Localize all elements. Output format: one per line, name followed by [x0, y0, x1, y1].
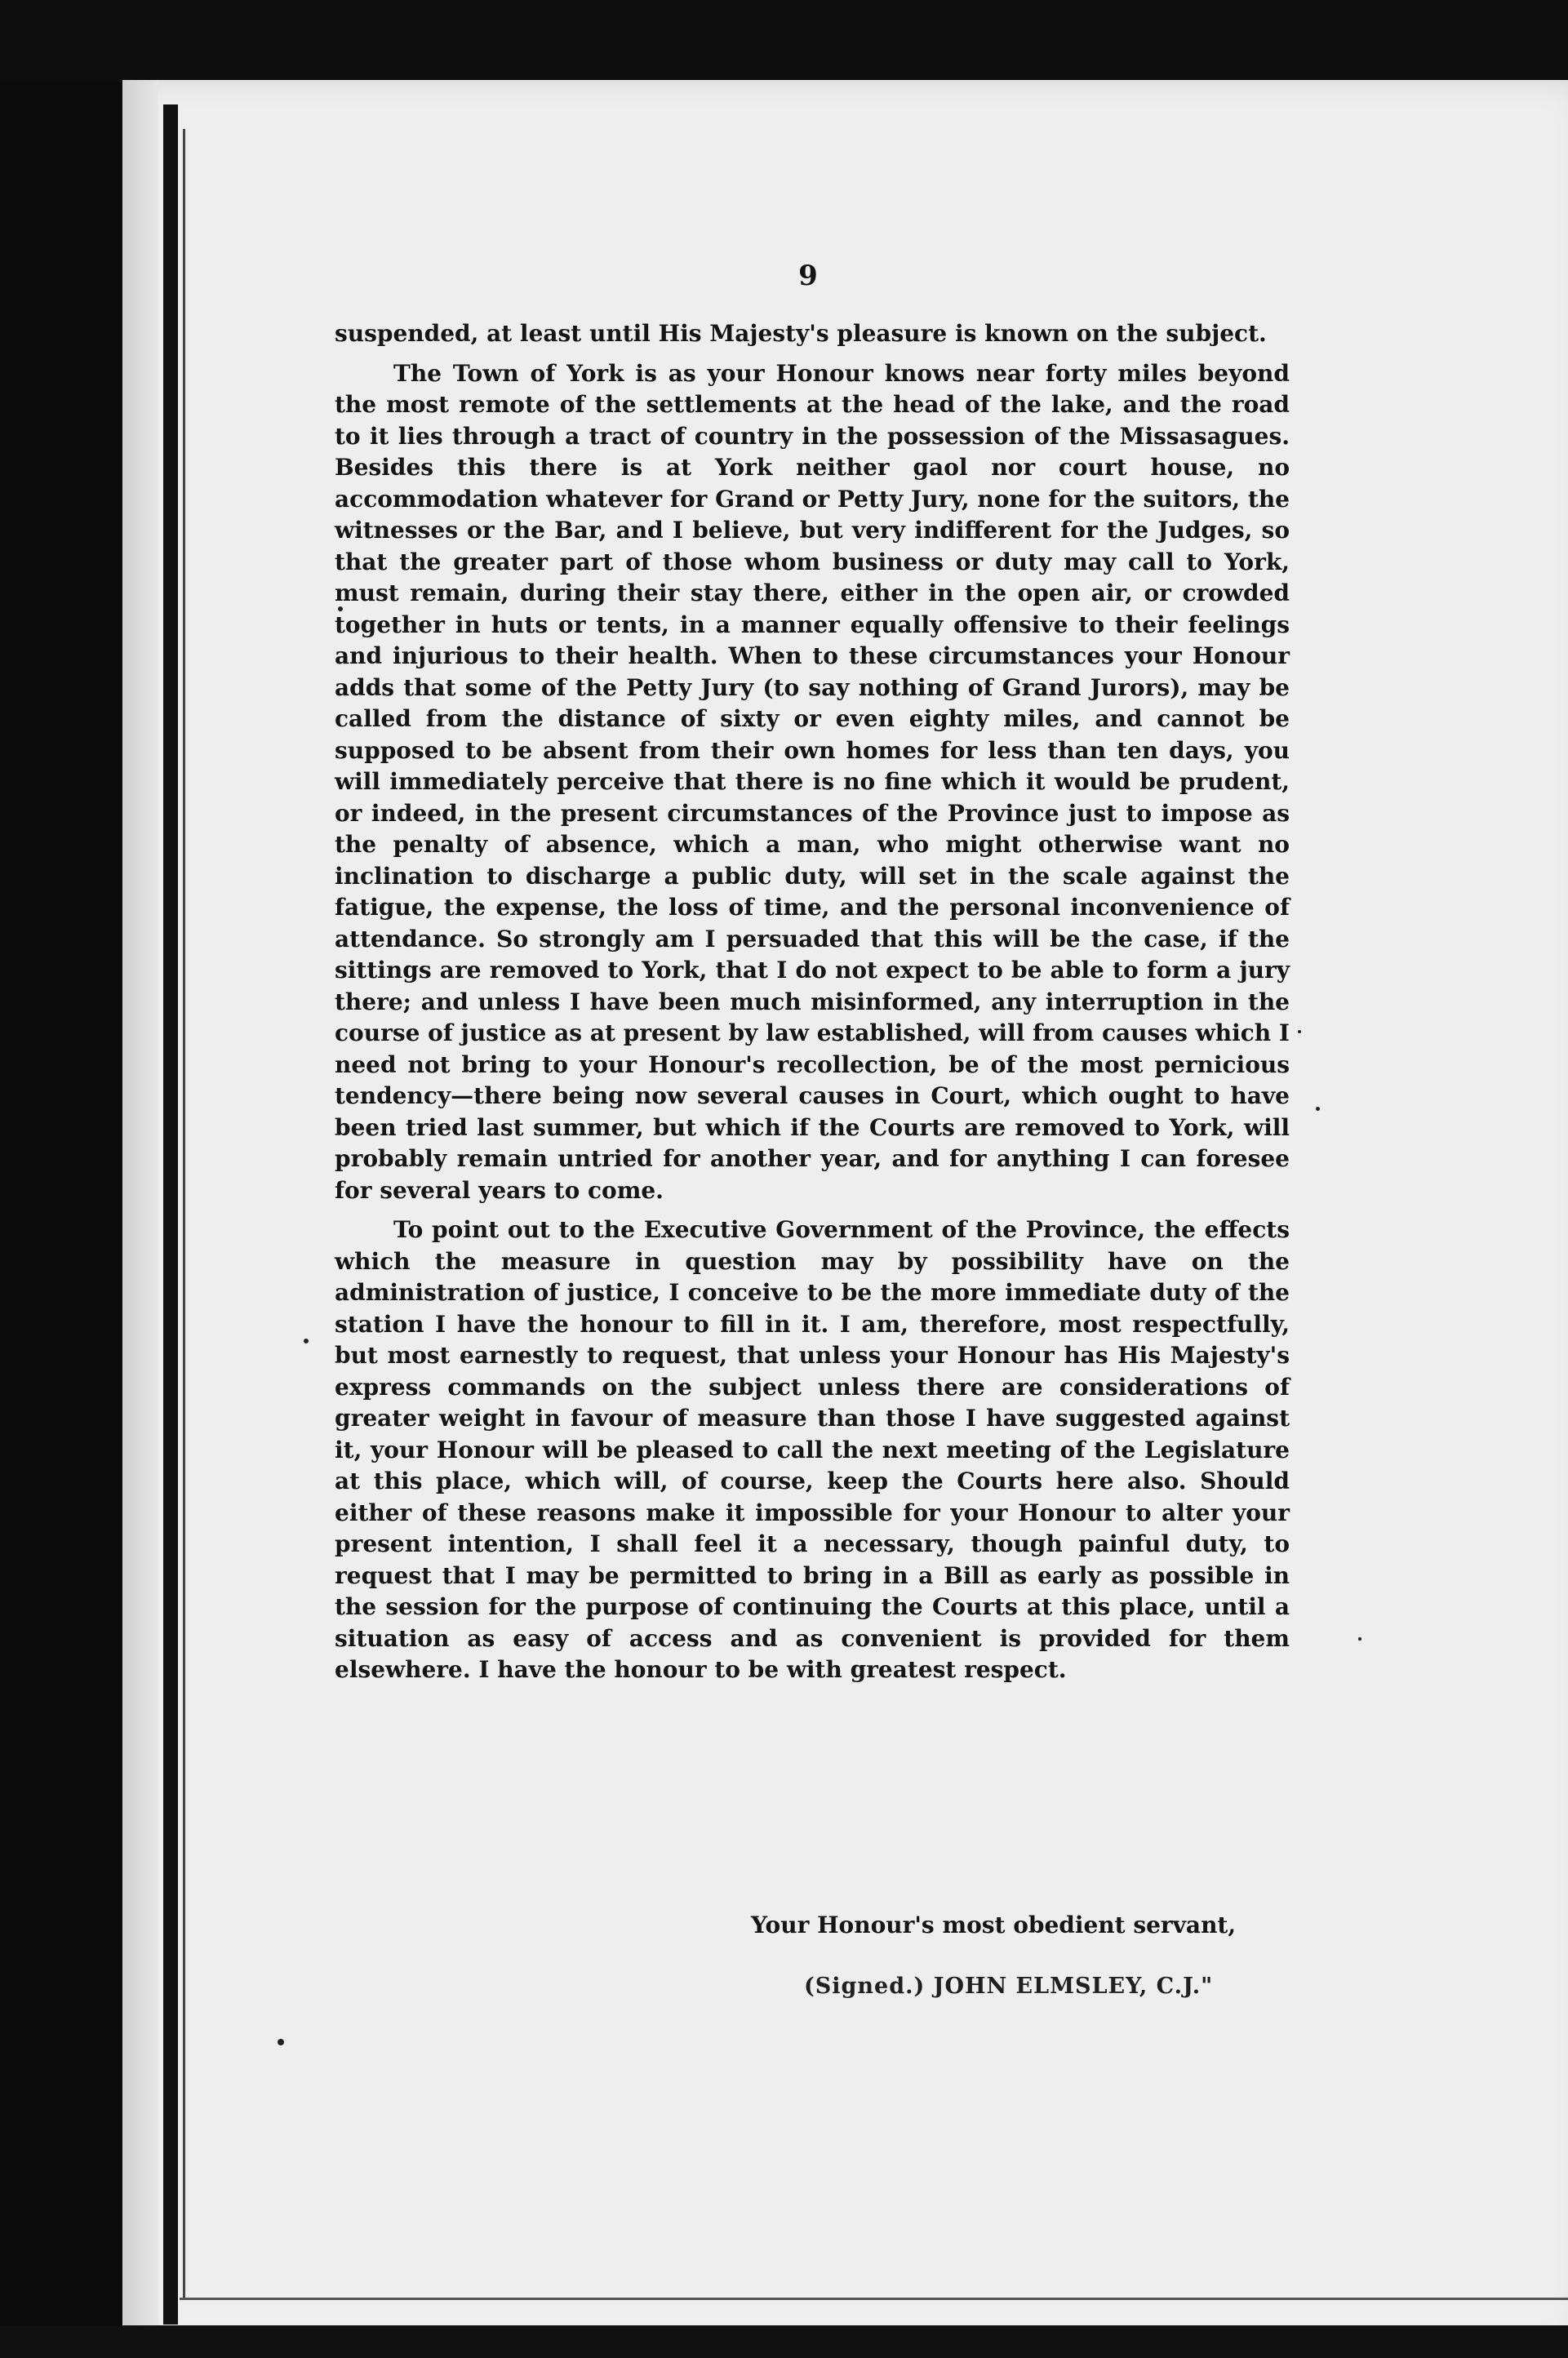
scan-speck: [278, 2039, 284, 2045]
binding-edge-line: [163, 104, 178, 2325]
letter-body: [335, 318, 1290, 1686]
paragraph-request: To point out to the Executive Government of the Province, the effects which the measure in question may by possibility have on the administration of justice, I conceive to be the more immediate duty of the station I have the honour to fill in it. I am, therefore, most respectfully, but most earnestly to request, that unless your Honour has His Majesty's express commands on the subject unless there are considerations of greater weight in favour of measure than those I have suggested against it, your Honour will be pleased to call the next meeting of the Legislature at this place, which will, of course, keep the Courts here also. Should either of these reasons make it impossible for your Honour to alter your present intention, I shall feel it a necessary, though painful duty, to request that I may be permitted to bring in a Bill as early as possible in the session for the purpose of continuing the Courts at this place, until a situation as easy of access and as convenient is provided for them elsewhere. I have the honour to be with greatest respect.: [335, 1216, 1290, 1683]
page-number: 9: [798, 260, 818, 292]
binding-edge-thin-line: [183, 129, 185, 2300]
page-bottom-edge: [180, 2298, 1568, 2300]
scan-speck: [1358, 1637, 1361, 1641]
paragraph-gap: [335, 350, 1290, 358]
paragraph-continued: suspended, at least until His Majesty's pleasure is known on the subject.: [335, 320, 1267, 347]
scan-speck: [304, 1339, 309, 1343]
scan-speck: [1298, 1030, 1301, 1033]
scan-top-border: [0, 0, 1568, 82]
signature-line: (Signed.) JOHN ELMSLEY, C.J.": [804, 1974, 1214, 1999]
paragraph-gap: [335, 1206, 1290, 1215]
scan-speck: [338, 606, 343, 611]
scan-speck: [1316, 1107, 1320, 1111]
binding-shadow: [122, 80, 158, 2349]
scan-bottom-border: [0, 2325, 1568, 2358]
closing-salutation: Your Honour's most obedient servant,: [751, 1912, 1237, 1938]
paragraph-town-of-york: The Town of York is as your Honour knows near forty miles beyond the most remote of the settlements at the head of the lake, and the road to it lies through a tract of country in the possession of the Missasagues. Besides this there is at York neither gaol nor court house, no accommodation whatever for Grand or Petty Jury, none for the suitors, the witnesses or the Bar, and I believe, but very indifferent for the Judges, so that the greater part of those whom business or duty may call to York, must remain, during their stay there, either in the open air, or crowded together in huts or tents, in a manner equally offensive to their feelings and injurious to their health. When to these circumstances your Honour adds that some of the Petty Jury (to say nothing of Grand Jurors), may be called from the distance of sixty or even eighty miles, and cannot be supposed to be absent from their own homes for less than ten days, you will immediately perceive that there is no fine which it would be prudent, or indeed, in the present circumstances of the Province just to impose as the penalty of absence, which a man, who might otherwise want no inclination to discharge a public duty, will set in the scale against the fatigue, the expense, the loss of time, and the personal inconvenience of attendance. So strongly am I persuaded that this will be the case, if the sittings are removed to York, that I do not expect to be able to form a jury there; and unless I have been much misinformed, any interruption in the course of justice as at present by law established, will from causes which I need not bring to your Honour's recollection, be of the most pernicious tendency—there being now several causes in Court, which ought to have been tried last summer, but which if the Courts are removed to York, will probably remain untried for another year, and for anything I can foresee for several years to come.: [335, 359, 1290, 1204]
